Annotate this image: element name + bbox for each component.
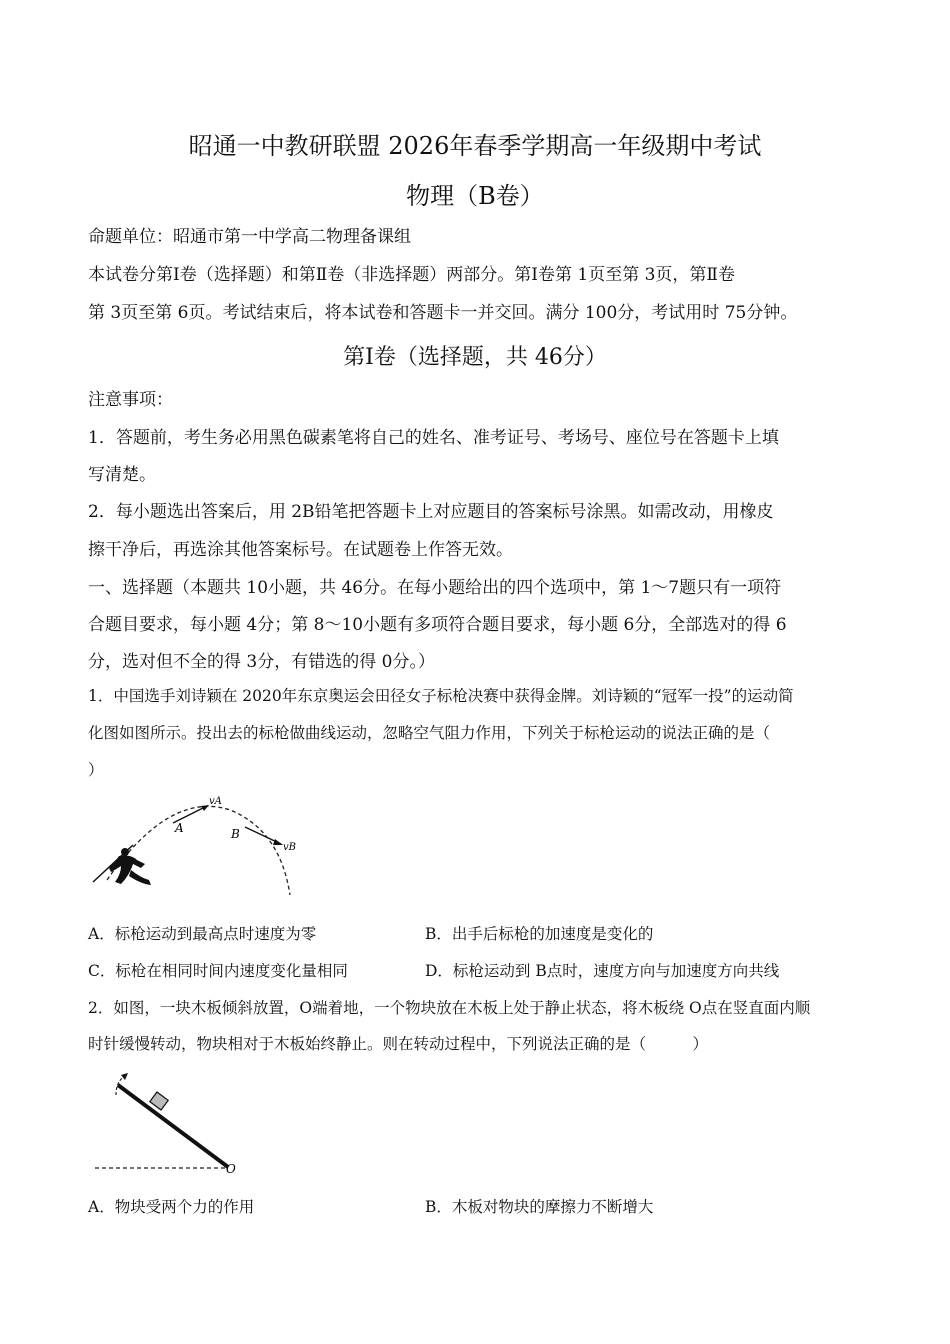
- athlete-silhouette: [93, 845, 151, 885]
- question-1-line-1: 1．中国选手刘诗颖在 2020年东京奥运会田径女子标枪决赛中获得金牌。刘诗颖的“冠军一投”的运动简: [88, 687, 794, 705]
- block: [150, 1092, 168, 1110]
- author-unit: 命题单位：昭通市第一中学高二物理备课组: [88, 227, 411, 247]
- javelin-trajectory-figure: [85, 790, 305, 900]
- part-1-instructions-line-2: 合题目要求，每小题 4分；第 8～10小题有多项符合题目要求，每小题 6分，全部选对的得 6: [88, 615, 787, 635]
- exam-description-line-1: 本试卷分第Ⅰ卷（选择题）和第Ⅱ卷（非选择题）两部分。第Ⅰ卷第 1页至第 3页，第Ⅱ卷: [88, 265, 735, 285]
- label-va: vA: [209, 796, 222, 807]
- exam-subject: 物理（B卷）: [406, 182, 544, 210]
- trajectory-curve: [107, 806, 290, 895]
- question-2-line-1: 2．如图，一块木板倾斜放置，O端着地，一个物块放在木板上处于静止状态，将木板绕 O点在竖直面内顺: [88, 999, 811, 1017]
- exam-description-line-2: 第 3页至第 6页。考试结束后，将本试卷和答题卡一并交回。满分 100分，考试用时 75分钟。: [88, 303, 798, 323]
- section-title: 第Ⅰ卷（选择题，共 46分）: [343, 345, 607, 370]
- wooden-board: [118, 1085, 228, 1167]
- notes-heading: 注意事项：: [88, 390, 173, 410]
- part-1-instructions-line-1: 一、选择题（本题共 10小题，共 46分。在每小题给出的四个选项中，第 1～7题只有一项符: [88, 578, 782, 598]
- question-1-line-2: 化图如图所示。投出去的标枪做曲线运动，忽略空气阻力作用，下列关于标枪运动的说法正确的是（: [88, 724, 771, 742]
- question-1-option-d[interactable]: D．标枪运动到 B点时，速度方向与加速度方向共线: [425, 962, 780, 980]
- question-1-option-b[interactable]: B．出手后标枪的加速度是变化的: [425, 925, 654, 943]
- label-a: A: [175, 821, 184, 835]
- note-2-line-2: 擦干净后，再选涂其他答案标号。在试题卷上作答无效。: [88, 540, 513, 560]
- question-2-option-b[interactable]: B．木板对物块的摩擦力不断增大: [425, 1198, 654, 1216]
- exam-title: 昭通一中教研联盟 2026年春季学期高一年级期中考试: [188, 132, 762, 160]
- note-1-line-2: 写清楚。: [88, 465, 156, 485]
- part-1-instructions-line-3: 分，选对但不全的得 3分，有错选的得 0分。）: [88, 652, 435, 672]
- question-2-option-a[interactable]: A．物块受两个力的作用: [88, 1198, 255, 1216]
- label-o: O: [226, 1162, 236, 1176]
- label-vb: vB: [283, 842, 296, 853]
- inclined-board-figure: [90, 1065, 250, 1185]
- note-2-line-1: 2．每小题选出答案后，用 2B铅笔把答题卡上对应题目的答案标号涂黑。如需改动，用橡皮: [88, 502, 774, 522]
- question-2-line-2: 时针缓慢转动，物块相对于木板始终静止。则在转动过程中，下列说法正确的是（ ）: [88, 1035, 709, 1053]
- label-b: B: [231, 827, 240, 841]
- question-1-line-3: ）: [88, 761, 104, 779]
- question-1-option-a[interactable]: A．标枪运动到最高点时速度为零: [88, 925, 317, 943]
- note-1-line-1: 1．答题前，考生务必用黑色碳素笔将自己的姓名、准考证号、考场号、座位号在答题卡上填: [88, 428, 779, 448]
- question-1-option-c[interactable]: C．标枪在相同时间内速度变化量相同: [88, 962, 348, 980]
